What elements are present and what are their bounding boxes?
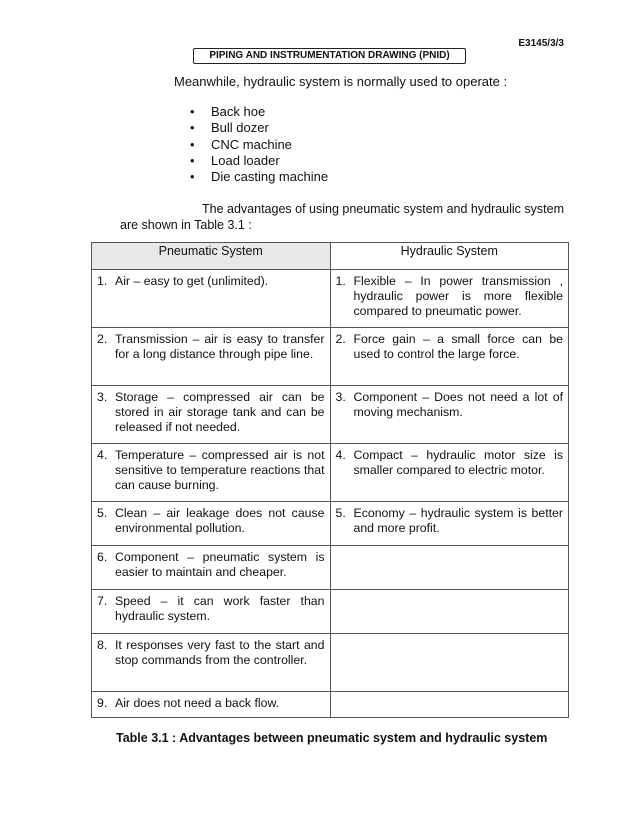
item-text: Force gain – a small force can be used to control the large force.: [353, 332, 563, 361]
cell-hydraulic: [330, 270, 569, 328]
cell-hydraulic: [330, 634, 569, 692]
item-number: 6.: [97, 550, 108, 564]
intro-text: Meanwhile, hydraulic system is normally used to operate :: [174, 74, 508, 89]
bullet-icon: •: [190, 104, 195, 119]
cell-pneumatic: [92, 386, 331, 444]
table-row: [92, 546, 569, 590]
cell-pneumatic: [92, 444, 331, 502]
item-number: 5.: [97, 506, 108, 520]
advantages-table: [91, 242, 569, 718]
table-row: [92, 634, 569, 692]
item-text: Temperature – compressed air is not sensitive to temperature reactions that can cause burning.: [115, 448, 325, 492]
list-item: • CNC machine: [190, 136, 292, 152]
item-number: 3.: [97, 390, 108, 404]
item-number: 3.: [335, 390, 346, 404]
column-header-hydraulic: Hydraulic System: [330, 243, 569, 270]
item-text: Economy – hydraulic system is better and more profit.: [353, 506, 563, 535]
cell-hydraulic: [330, 328, 569, 386]
item-text: Clean – air leakage does not cause environmental pollution.: [115, 506, 325, 535]
list-item: • Die casting machine: [190, 169, 329, 185]
cell-pneumatic: [92, 270, 331, 328]
cell-hydraulic: [330, 444, 569, 502]
cell-pneumatic: [92, 546, 331, 590]
item-text: Air does not need a back flow.: [115, 696, 280, 710]
table-row: [92, 590, 569, 634]
table-row: [92, 444, 569, 502]
cell-hydraulic: [330, 692, 569, 718]
item-text: Transmission – air is easy to transfer for a long distance through pipe line.: [115, 332, 325, 361]
table-caption: Table 3.1 : Advantages between pneumatic system and hydraulic system: [116, 731, 548, 745]
item-number: 5.: [335, 506, 346, 520]
cell-pneumatic: [92, 692, 331, 718]
item-text: Compact – hydraulic motor size is smaller compared to electric motor.: [353, 448, 563, 477]
item-text: Storage – compressed air can be stored in air storage tank and can be released if not needed.: [115, 390, 325, 434]
bullet-icon: •: [190, 169, 195, 185]
table-body: [92, 270, 569, 718]
cell-pneumatic: [92, 328, 331, 386]
column-header-pneumatic: Pneumatic System: [92, 243, 331, 270]
item-number: 2.: [335, 332, 346, 346]
cell-hydraulic: [330, 590, 569, 634]
item-text: Air – easy to get (unlimited).: [115, 274, 269, 288]
list-item: • Load loader: [190, 152, 280, 168]
item-text: Component – pneumatic system is easier to maintain and cheaper.: [115, 550, 325, 579]
cell-hydraulic: [330, 386, 569, 444]
item-text: Flexible – In power transmission , hydraulic power is more flexible compared to pneumatic power.: [353, 274, 563, 318]
bullet-icon: •: [190, 136, 195, 152]
advantages-paragraph: The advantages of using pneumatic system and hydraulic system are shown in Table 3.1 :: [120, 202, 564, 232]
item-text: Speed – it can work faster than hydraulic system.: [115, 594, 325, 623]
section-title: PIPING AND INSTRUMENTATION DRAWING (PNID): [193, 48, 466, 64]
list-item: • Bull dozer: [190, 120, 269, 136]
table-header-row: [92, 243, 569, 270]
item-number: 4.: [97, 448, 108, 462]
cell-pneumatic: [92, 634, 331, 692]
cell-hydraulic: [330, 546, 569, 590]
cell-pneumatic: [92, 502, 331, 546]
item-number: 1.: [97, 274, 108, 288]
item-text: Component – Does not need a lot of moving mechanism.: [353, 390, 563, 419]
table-row: [92, 270, 569, 328]
bullet-icon: •: [190, 152, 195, 168]
item-number: 2.: [97, 332, 108, 346]
table-row: [92, 692, 569, 718]
cell-pneumatic: [92, 590, 331, 634]
item-number: 1.: [335, 274, 346, 288]
table-row: [92, 328, 569, 386]
table-row: [92, 386, 569, 444]
bullet-icon: •: [190, 120, 195, 136]
table-row: [92, 502, 569, 546]
bullet-list: [0, 104, 328, 185]
document-code: E3145/3/3: [518, 38, 564, 49]
item-number: 9.: [97, 696, 108, 710]
item-text: It responses very fast to the start and stop commands from the controller.: [115, 638, 325, 667]
item-number: 4.: [335, 448, 346, 462]
cell-hydraulic: [330, 502, 569, 546]
item-number: 7.: [97, 594, 108, 608]
list-item: • Back hoe: [190, 104, 266, 119]
item-number: 8.: [97, 638, 108, 652]
